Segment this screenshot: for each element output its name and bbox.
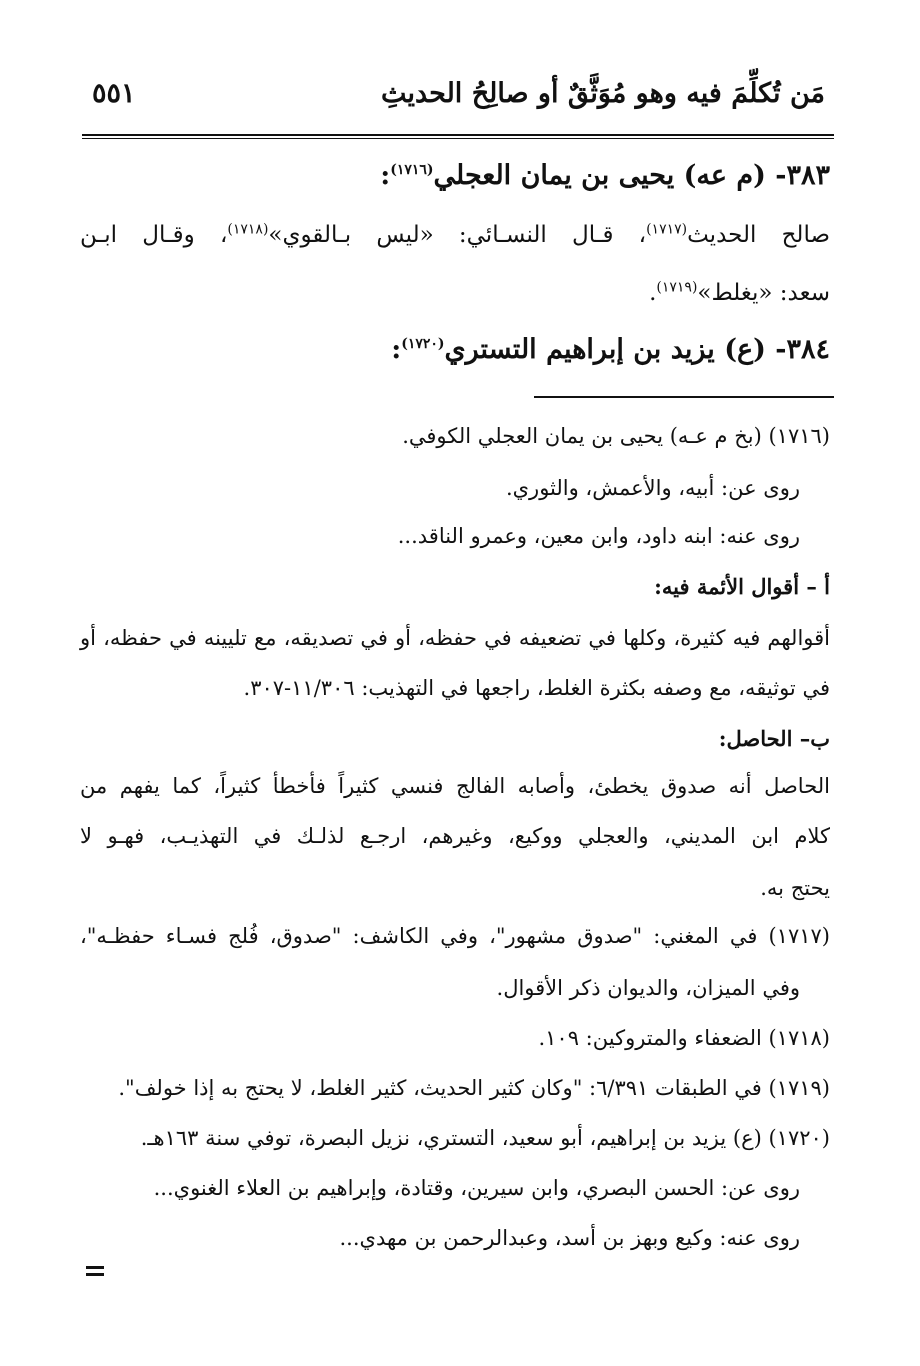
header-rule-thin (82, 138, 834, 139)
footnote-1717-line-2: وفي الميزان، والديوان ذكر الأقوال. (496, 976, 800, 1000)
entry-383-heading (80, 160, 830, 191)
entry-383-colon: : (380, 160, 391, 191)
entry-383-text-line-2 (80, 280, 830, 306)
footnote-1716-section-b-heading: ب– الحاصل: (718, 726, 830, 751)
entry-383-footnote-ref[interactable]: (١٧١٦) (390, 162, 434, 178)
footnote-1717-line-1: (١٧١٧) في المغني: "صدوق مشهور"، وفي الكاشف: "صدوق، فُلج فسـاء حفظـه"، (80, 924, 830, 948)
page-number: ٥٥١ (92, 78, 136, 109)
entry-383-text-e: . (649, 280, 657, 306)
entry-384-footnote-ref[interactable]: (١٧٢٠) (401, 336, 445, 352)
footnote-1718: (١٧١٨) الضعفاء والمتروكين: ١٠٩. (538, 1026, 830, 1050)
entry-383-text-b: ، قـال النسـائي: «ليس بـالقوي» (268, 222, 647, 248)
entry-383-text-c: ، وقـال ابـن (80, 222, 228, 248)
footnote-1716-title: (١٧١٦) (بخ م عـه) يحيى بن يمان العجلي الكوفي. (402, 424, 830, 448)
footnote-ref-1718[interactable]: (١٧١٨) (227, 221, 269, 238)
entry-384-name: (ع) يزيد بن إبراهيم التستري (444, 334, 766, 365)
footnote-1716-section-a-line-1: أقوالهم فيه كثيرة، وكلها في تضعيفه في حفظه، أو في تصديقه، مع تليينه في حفظه، أو (80, 626, 830, 650)
footnote-1716-section-a-heading: أ – أقوال الأئمة فيه: (654, 574, 830, 599)
entry-383-text-a: صالح الحديث (687, 222, 830, 248)
entry-383-name: (م عه) يحيى بن يمان العجلي (433, 160, 766, 191)
footnote-1720-title: (١٧٢٠) (ع) يزيد بن إبراهيم، أبو سعيد، التستري، نزيل البصرة، توفي سنة ١٦٣هـ. (140, 1126, 830, 1150)
end-of-page-mark (86, 1266, 104, 1280)
footnote-1720-narrated-by: روى عنه: وكيع وبهز بن أسد، وعبدالرحمن بن مهدي... (339, 1226, 800, 1250)
entry-383-number: ٣٨٣- (765, 160, 830, 191)
footnote-1716-narrated-from: روى عن: أبيه، والأعمش، والثوري. (505, 476, 800, 500)
footnote-1716-section-b-line-2: كلام ابن المديني، والعجلي ووكيع، وغيرهم، ارجـع لذلـك في التهذيـب، فهـو لا (80, 824, 830, 848)
entry-384-number: ٣٨٤- (765, 334, 830, 365)
entry-384-colon: : (391, 334, 402, 365)
footnote-ref-1719[interactable]: (١٧١٩) (656, 279, 698, 296)
footnote-1716-narrated-by: روى عنه: ابنه داود، وابن معين، وعمرو الناقد... (397, 524, 800, 548)
footnote-ref-1717[interactable]: (١٧١٧) (646, 221, 688, 238)
footnote-1716-section-b-line-1: الحاصل أنه صدوق يخطئ، وأصابه الفالج فنسي كثيراً فأخطأ كثيراً، كما يفهم من (80, 774, 830, 798)
footnote-1716-section-b-line-3: يحتج به. (760, 876, 830, 900)
page-header-title: مَن تُكلِّمَ فيه وهو مُوَثَّقٌ أو صالِحُ الحديثِ (380, 78, 825, 109)
entry-384-heading (80, 334, 830, 365)
footnote-1716-section-a-line-2: في توثيقه، مع وصفه بكثرة الغلط، راجعها في التهذيب: ١١/٣٠٦-٣٠٧. (243, 676, 830, 700)
header-rule (82, 134, 834, 136)
entry-383-text-line-1 (80, 222, 830, 248)
entry-383-text-d: سعد: «يغلط» (697, 280, 830, 306)
footnote-1719: (١٧١٩) في الطبقات ٦/٣٩١: "وكان كثير الحديث، كثير الغلط، لا يحتج به إذا خولف". (118, 1076, 830, 1100)
footnote-separator (534, 396, 834, 398)
footnote-1720-narrated-from: روى عن: الحسن البصري، وابن سيرين، وقتادة، وإبراهيم بن العلاء الغنوي... (153, 1176, 800, 1200)
